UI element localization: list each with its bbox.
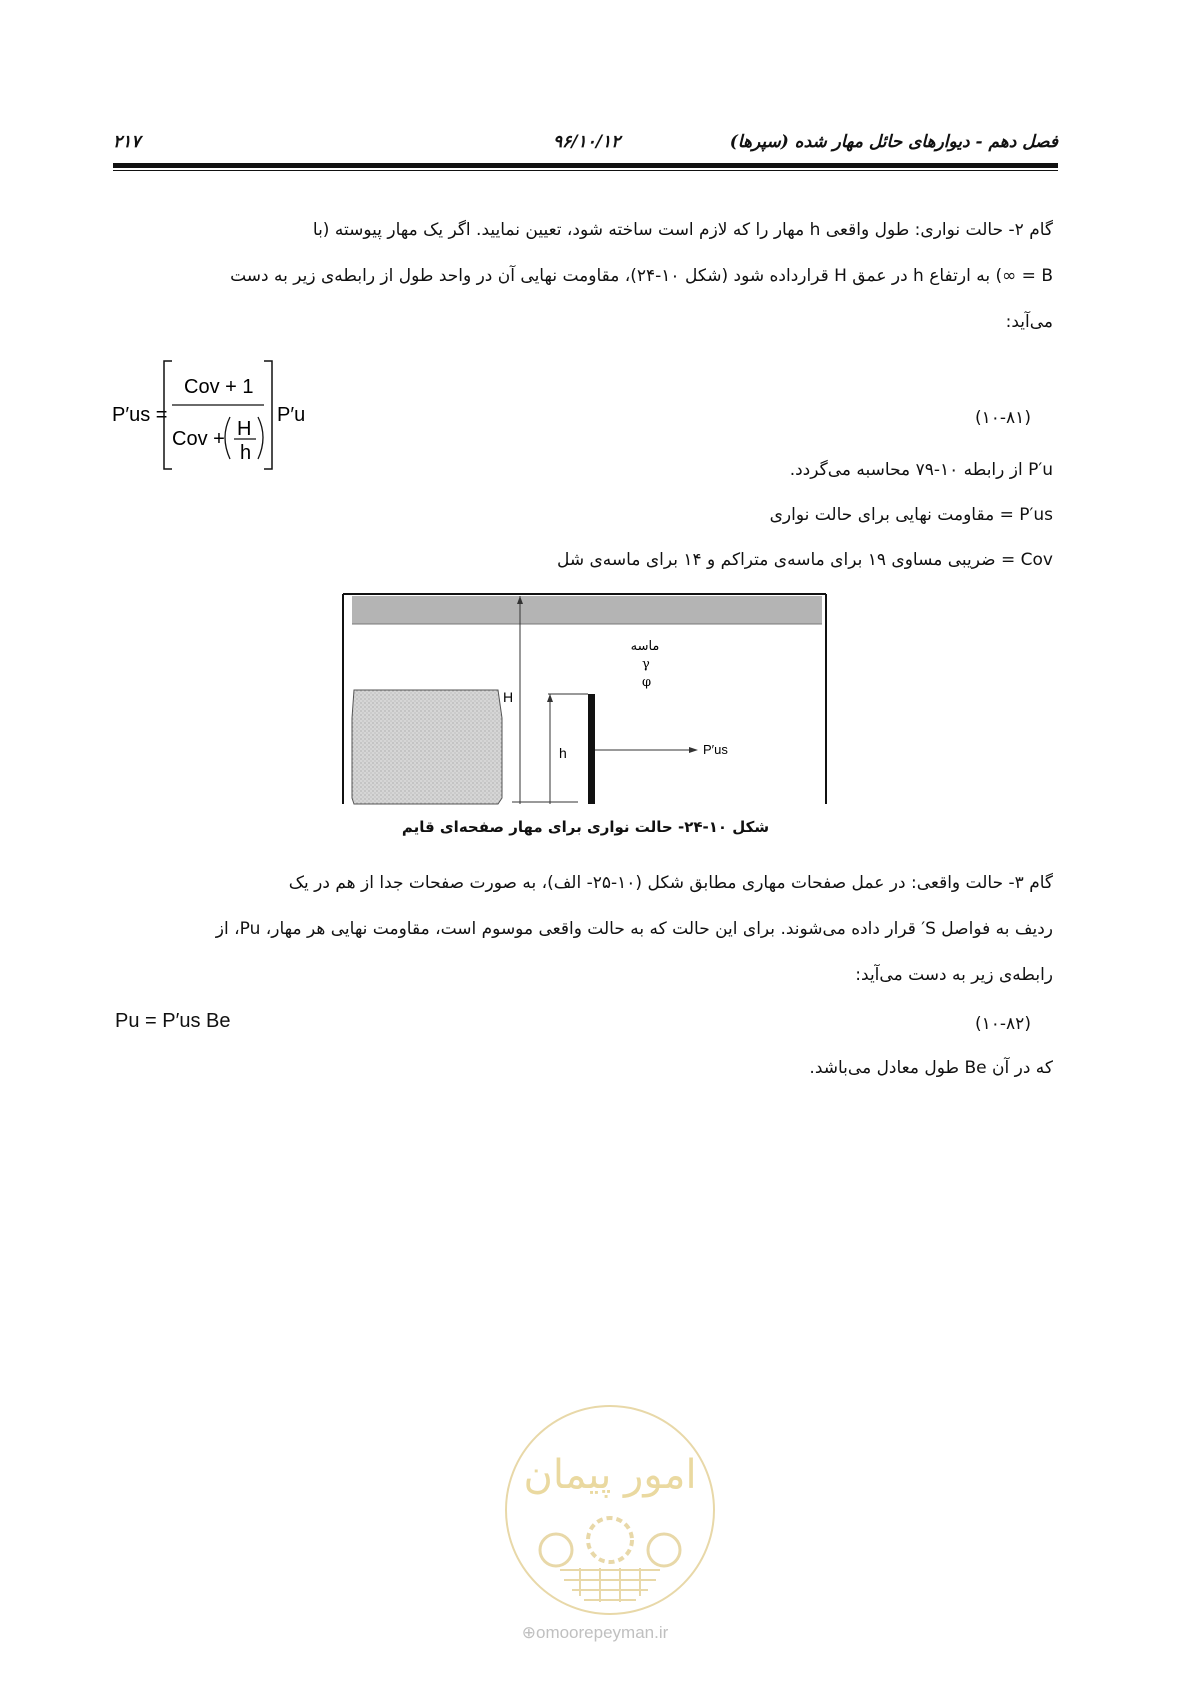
step2-line1: گام ۲- حالت نواری: طول واقعی h مهار را که لازم است ساخته شود، تعیین نمایید. اگر یک مهار پیوسته (با [312, 220, 1053, 240]
step2-line3: می‌آید: [1005, 312, 1053, 332]
definition-pus: P′us = مقاومت نهایی برای حالت نواری [769, 505, 1053, 525]
logo-gear-icon [588, 1518, 632, 1562]
figure-10-24 [340, 590, 830, 810]
phi-label: φ [642, 675, 652, 690]
definition-cov: Cov = ضریبی مساوی ۱۹ برای ماسه‌ی متراکم و ۱۴ برای ماسه‌ی شل [556, 550, 1053, 570]
eq81-h: h [240, 442, 252, 464]
eq81-H: H [237, 418, 252, 440]
inner-paren-right [258, 417, 263, 459]
logo-crane-icon [648, 1534, 680, 1566]
equation-82: Pu = P′us Be [115, 1010, 231, 1032]
step3-line1: گام ۳- حالت واقعی: در عمل صفحات مهاری مطابق شکل (۱۰-۲۵- الف)، به صورت صفحات جدا از هم در یک [288, 873, 1053, 893]
header-rule-thick [113, 163, 1058, 168]
eq82-number: (۱۰-۸۲) [975, 1014, 1031, 1034]
inner-paren-left [225, 417, 230, 459]
website-icon: ⊕ [521, 1623, 536, 1642]
logo-text: امور پیمان [523, 1452, 697, 1498]
eq81-denominator: Cov + [172, 428, 225, 450]
ground-surface-band [352, 596, 822, 624]
logo-scale-icon [540, 1534, 572, 1566]
website-footer [450, 1623, 740, 1643]
chapter-title: فصل دهم - دیوارهای حائل مهار شده (سپرها) [729, 132, 1058, 152]
eq81-numerator: Cov + 1 [184, 376, 254, 398]
force-label: P′us [703, 742, 728, 757]
H-label: H [503, 689, 514, 705]
logo-circle [506, 1406, 714, 1614]
step2-line2: B = ∞) به ارتفاع h در عمق H قرارداده شود (شکل ۱۰-۲۴)، مقاومت نهایی آن در واحد طول از رابطه‌ی زیر به دست [230, 266, 1053, 286]
website-text: omoorepeyman.ir [535, 1623, 669, 1642]
step3-line3: رابطه‌ی زیر به دست می‌آید: [855, 965, 1053, 985]
force-arrow-head [689, 747, 698, 753]
page-header [113, 128, 1058, 158]
eq81-number: (۱۰-۸۱) [975, 408, 1031, 428]
sheet-pile-wall [352, 690, 502, 804]
watermark-logo [500, 1400, 720, 1620]
page-number: ۲۱۷ [113, 132, 141, 152]
anchor-plate [588, 694, 595, 804]
step3-line2: ردیف به فواصل S′ قرار داده می‌شوند. برای این حالت که به حالت واقعی موسوم است، مقاومت نهایی هر مهار، Pu، از [215, 919, 1053, 939]
eq81-lhs: P′us = [112, 404, 168, 426]
logo-grid [560, 1568, 660, 1602]
h-label: h [559, 745, 567, 761]
closing-line: که در آن Be طول معادل می‌باشد. [809, 1058, 1053, 1078]
soil-label: ماسه [630, 639, 660, 654]
equation-81 [112, 355, 332, 475]
header-rule-thin [113, 170, 1058, 171]
gamma-label: γ [642, 657, 650, 672]
definition-pu: P′u از رابطه ۱۰-۷۹ محاسبه می‌گردد. [789, 460, 1053, 480]
header-date: ۹۶/۱۰/۱۲ [553, 132, 621, 152]
figure-caption: شکل ۱۰-۲۴- حالت نواری برای مهار صفحه‌ای قایم [401, 818, 770, 836]
h-arrow-head [547, 694, 553, 702]
right-bracket [264, 361, 272, 469]
eq81-rhs: P′u [277, 404, 306, 426]
